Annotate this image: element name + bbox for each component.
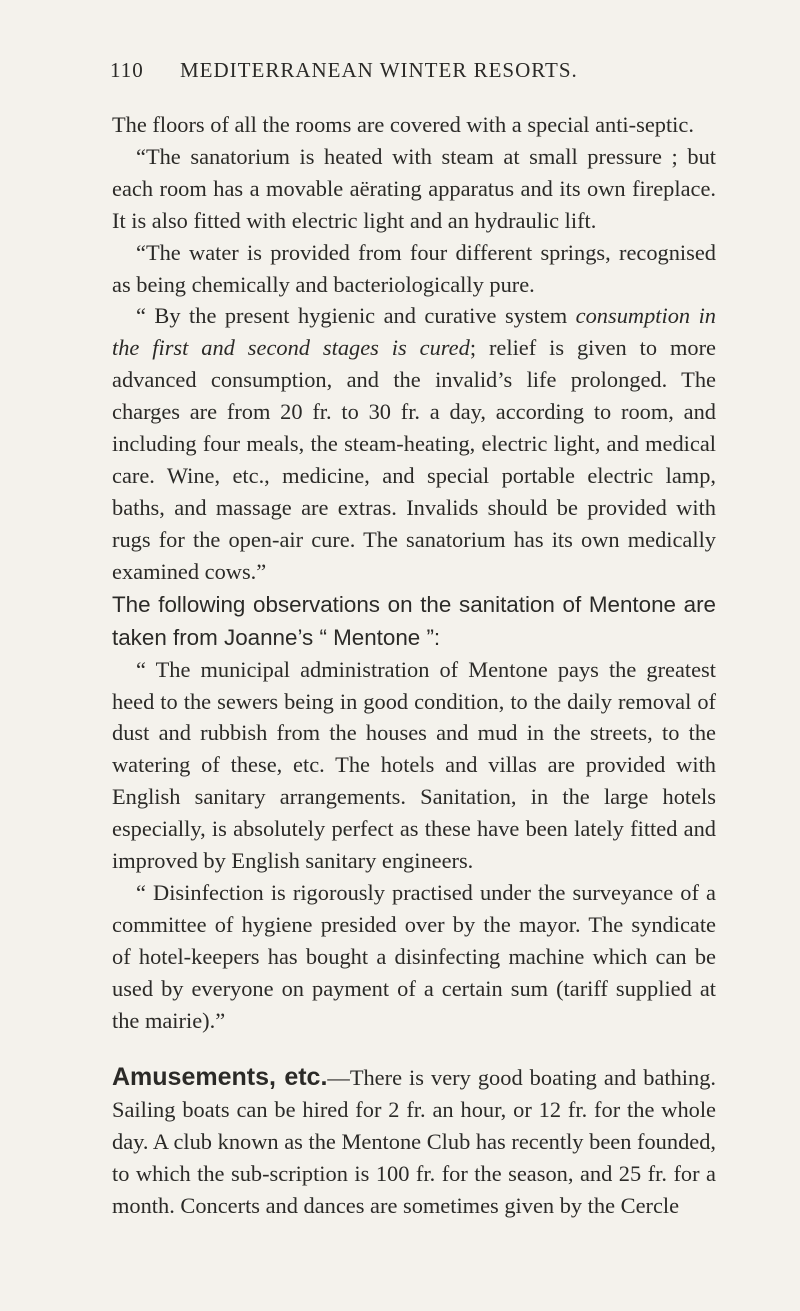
paragraph-amusements (112, 1062, 716, 1222)
paragraph-disinfection: “ Disinfection is rigorously practised under the surveyance of a committee of hygiene presided over by the mayor. The syndicate of hotel-keepers has bought a disinfecting machine which can be used by everyone on payment of a certain sum (tariff supplied at the mairie).” (112, 879, 716, 1033)
paragraph-observations: The following observations on the sanitation of Mentone are taken from Joanne’s “ Mentone ”: (112, 591, 716, 650)
amusements-text: —There is very good boating and bathing. Sailing boats can be hired for 2 fr. an hour, or 12 fr. for the whole day. A club known as the Mentone Club has recently been founded, to which the sub-scription is 100 fr. for the season, and 25 fr. for a month. Concerts and dances are sometimes given by the Cercle (112, 1065, 717, 1219)
paragraph-curative-system (112, 300, 716, 587)
amusements-heading: Amusements, etc. (112, 1063, 328, 1092)
paragraph-floors: The floors of all the rooms are covered with a special anti-septic. (112, 112, 694, 137)
curative-rest: ; relief is given to more advanced consumption, and the invalid’s life prolonged. The charges are from 20 fr. to 30 fr. a day, according to room, and including four meals, the steam-heating, electric light, and medical care. Wine, etc., medicine, and special portable electric lamp, baths, and massage are extras. Invalids should be provided with rugs for the open-air cure. The sanatorium has its own medically examined cows.” (112, 335, 716, 584)
running-head: MEDITERRANEAN WINTER RESORTS. (180, 58, 578, 82)
page-number: 110 (110, 58, 144, 82)
paragraph-heating: “The sanatorium is heated with steam at small pressure ; but each room has a movable aërating apparatus and its own fireplace. It is also fitted with electric light and an hydraulic lift. (112, 143, 716, 233)
curative-lead: “ By the present hygienic and curative system (136, 303, 576, 329)
paragraph-municipal: “ The municipal administration of Mentone pays the greatest heed to the sewers being in good condition, to the daily removal of dust and rubbish from the houses and mud in the streets, to the watering of these, etc. The hotels and villas are provided with English sanitary arrangements. Sanitation, in the large hotels especially, is absolutely perfect as these have been lately fitted and improved by English sanitary engineers. (112, 656, 716, 874)
curative-italic: consumption in the first and second stages is cured (112, 303, 717, 361)
paragraph-water: “The water is provided from four different springs, recognised as being chemically and bacteriologically pure. (112, 239, 716, 297)
body-text (112, 109, 716, 1222)
